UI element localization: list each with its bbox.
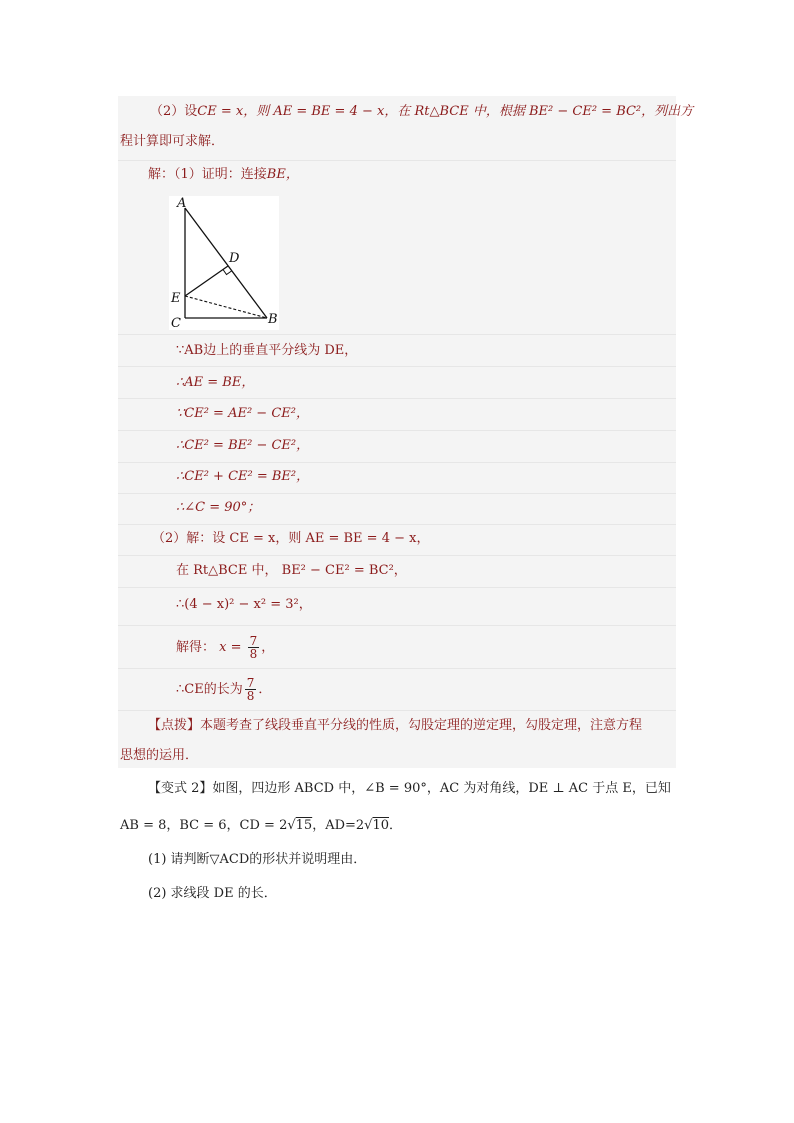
label-a: A [177, 196, 187, 211]
label-e: E [171, 291, 181, 306]
part2-line-4: 解得： x = $\frac{7}{8}$ ， [176, 634, 275, 661]
solve-x: x = [219, 640, 242, 655]
row-divider [118, 668, 676, 669]
row-divider [118, 160, 676, 161]
hint-line-2: 程计算即可求解． [120, 134, 225, 149]
part2-line-3: ∴(4 − x)² − x² = 3²， [176, 597, 312, 612]
row-divider [118, 398, 676, 399]
remark-line-1: 【点拨】本题考查了线段垂直平分线的性质，勾股定理的逆定理，勾股定理，注意方程 [148, 718, 643, 733]
triangle-figure [169, 196, 279, 330]
radical-15: √15 [287, 818, 313, 833]
answer-label: ∴CE的长为 [176, 682, 243, 697]
row-divider [118, 555, 676, 556]
part2-line-2: 在 Rt△BCE 中， BE² − CE² = BC²， [176, 563, 407, 578]
step-3: ∵CE² = AE² − CE²， [176, 406, 309, 421]
solution-label [148, 165, 299, 185]
side-ab [185, 208, 267, 318]
step-1: ∵AB边上的垂直平分线为 DE， [176, 343, 358, 358]
row-divider [118, 462, 676, 463]
solution-label-text: 解：（1）证明：连接 [148, 167, 267, 182]
variant-line-1: 【变式 2】如图，四边形 ABCD 中，∠B = 90°，AC 为对角线，DE ⊥ AC 于点 E，已知 [148, 781, 671, 796]
row-divider [118, 366, 676, 367]
hint-line-1 [150, 102, 693, 122]
label-c: C [171, 316, 181, 330]
row-divider [118, 430, 676, 431]
row-divider [118, 334, 676, 335]
segment-de [185, 266, 228, 296]
fraction-answer: $\frac{7}{8}$ [246, 676, 255, 703]
segment-eb-dashed [185, 296, 267, 318]
solution-label-math: BE， [266, 167, 299, 182]
fraction-seven-eighths: $\frac{7}{8}$ [249, 634, 258, 661]
row-divider [118, 710, 676, 711]
solve-label: 解得： [176, 640, 216, 655]
step-4: ∴CE² = BE² − CE²， [176, 438, 310, 453]
step-5: ∴CE² + CE² = BE²， [176, 469, 310, 484]
label-b: B [268, 312, 278, 327]
variant-line-2: AB = 8，BC = 6，CD = 2√15，AD=2√10． [120, 818, 403, 833]
row-divider [118, 625, 676, 626]
row-divider [118, 493, 676, 494]
part2-line-1: （2）解：设 CE = x，则 AE = BE = 4 − x， [152, 531, 430, 546]
part2-line-5: ∴CE的长为 $\frac{7}{8}$ ． [176, 676, 272, 703]
row-divider [118, 524, 676, 525]
hint-math: CE = x，则 AE = BE = 4 − x，在 Rt△BCE 中，根据 BE² − CE² = BC²，列出方 [197, 104, 694, 119]
radical-10: √10 [364, 818, 390, 833]
step-2: ∴AE = BE， [176, 375, 255, 390]
question-1: (1) 请判断▽ACD的形状并说明理由． [148, 852, 367, 867]
question-2: (2) 求线段 DE 的长． [148, 886, 277, 901]
hint-prefix: （2）设 [150, 104, 198, 119]
label-d: D [229, 251, 240, 266]
row-divider [118, 587, 676, 588]
remark-line-2: 思想的运用． [120, 748, 199, 763]
right-angle-mark [223, 270, 232, 275]
step-6: ∴∠C = 90°； [176, 500, 261, 515]
